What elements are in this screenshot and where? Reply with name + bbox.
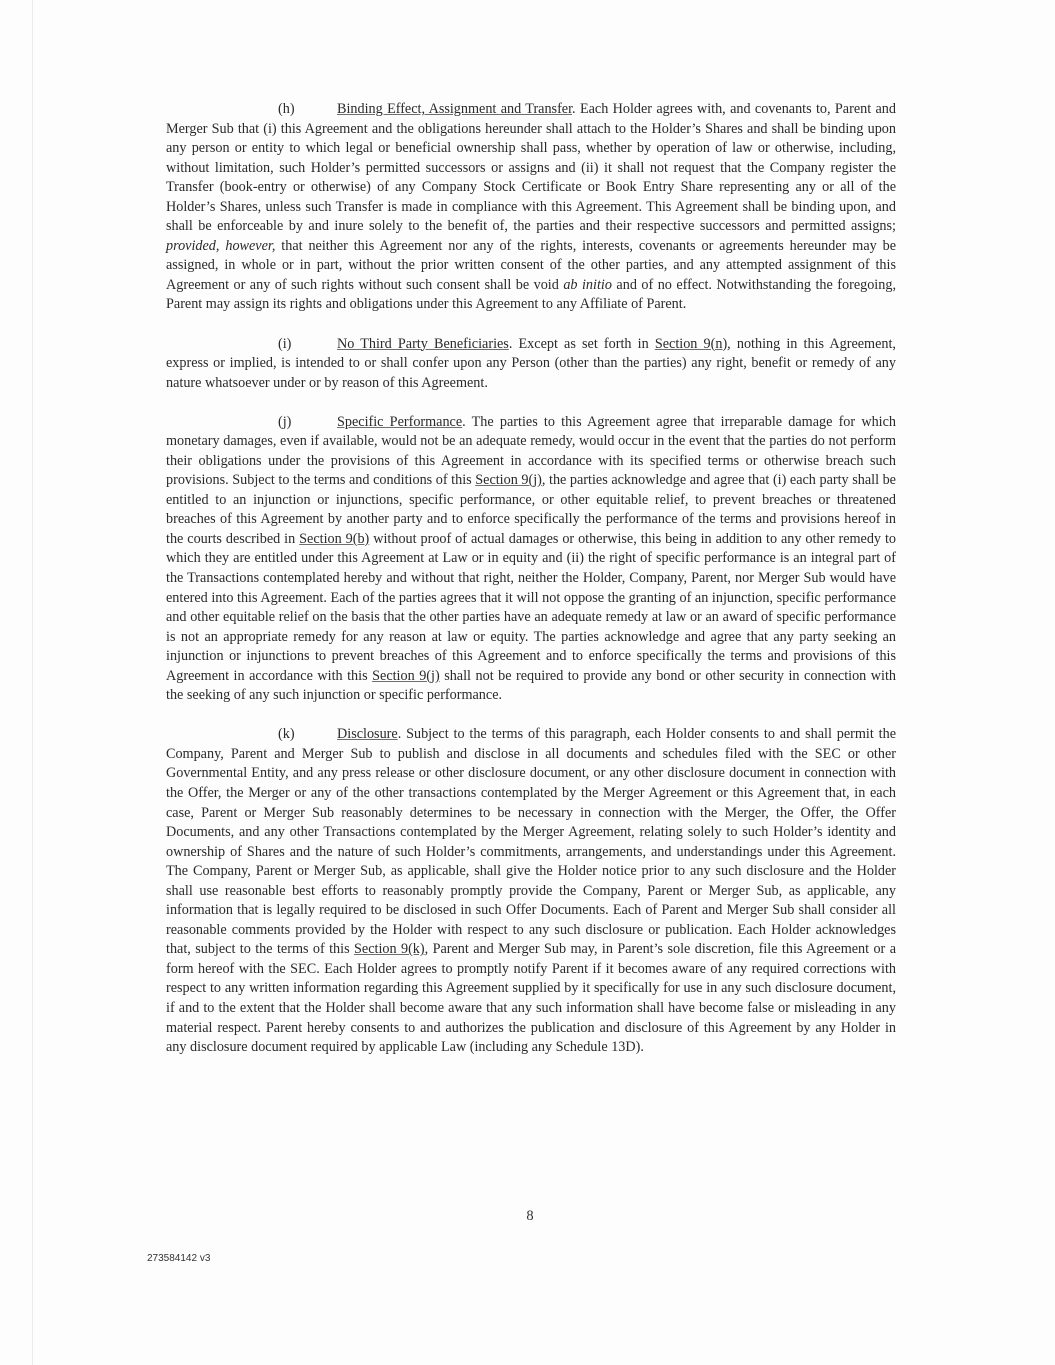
section-k-heading: Disclosure: [337, 726, 398, 743]
scan-edge-line: [32, 0, 33, 1365]
section-i-heading: No Third Party Beneficiaries: [337, 335, 509, 352]
section-k-text-2: , Parent and Merger Sub may, in Parent’s sole discretion, file this Agreement or a form hereof with the SEC. Each Holder agrees to promptly notify Parent if it becomes aware of any required corrections with respect to any written information regarding this Agreement supplied by it specifically for use in any such disclosure document, if and to the extent that the Holder shall become aware that any such information shall have become false or misleading in any material respect. Parent hereby consents to and authorizes the publication and disclosure of this Agreement by any Holder in any disclosure document required by applicable Law (including any Schedule 13D).: [166, 941, 896, 1056]
section-j-text-4: shall not be required to provide any bond or other security in connection with the seeking of any such injunction or specific performance.: [166, 667, 897, 704]
section-h-text-2: that neither this Agreement nor any of the rights, interests, covenants or agreements hereunder may be assigned, in whole or in part, without the prior written consent of the other parties, and any attempted assignment of this Agreement or any of such rights without such consent shall be void: [166, 237, 896, 293]
section-k-number: (k): [278, 726, 295, 743]
section-j-paragraph: [166, 413, 896, 706]
document-body: [166, 100, 896, 1058]
section-h-italic-ab-initio: ab initio: [563, 276, 612, 293]
section-k-text-1: . Subject to the terms of this paragraph, each Holder consents to and shall permit the Company, Parent and Merger Sub to publish and disclose in all documents and schedules filed with the SEC or other Governmental Entity, and any press release or other disclosure document, or any other disclosure document in connection with the Offer, the Merger or any of the other transactions contemplated by the Merger Agreement or this Agreement that, in each case, Parent or Merger Sub reasonably determines to be necessary in connection with the Merger, the Offer, the Offer Documents, and any other Transactions contemplated by the Merger Agreement, relating solely to such Holder’s identity and ownership of Shares and the nature of such Holder’s commitments, arrangements, and understandings under this Agreement. The Company, Parent or Merger Sub, as applicable, shall give the Holder notice prior to any such disclosure and the Holder shall use reasonable best efforts to reasonably promptly provide the Company, Parent or Merger Sub, as applicable, any information that is legally required to be disclosed in such Offer Documents. Each of Parent and Merger Sub shall consider all reasonable comments provided by the Holder with respect to any such disclosure or publication. Each Holder acknowledges that, subject to the terms of this: [166, 726, 896, 958]
section-i-text-1: . Except as set forth in: [508, 335, 655, 352]
section-k-paragraph: [166, 725, 896, 1057]
section-j-text-2: , the parties acknowledge and agree that (i) each party shall be entitled to an injunction or injunctions, specific performance, or other equitable relief, to prevent breaches or threatened breaches of this Agreement by another party and to enforce specifically the performance of the terms and provisions hereof in the courts described in: [166, 472, 896, 547]
section-j-cross-reference-2: Section 9(b): [299, 530, 370, 547]
section-i-text-2: , nothing in this Agreement, express or implied, is intended to or shall confer upon any Person (other than the parties) any right, benefit or remedy of any nature whatsoever under or by reason of this Agreement.: [166, 335, 896, 391]
section-k-cross-reference: Section 9(k): [354, 941, 425, 958]
page-number: 8: [526, 1208, 534, 1224]
section-j-cross-reference-1: Section 9(j): [475, 472, 542, 489]
document-id-footer: 273584142 v3: [147, 1253, 211, 1264]
section-h-number: (h): [278, 101, 295, 117]
section-j-text-3: without proof of actual damages or otherwise, this being in addition to any other remedy to which they are entitled under this Agreement at Law or in equity and (ii) the right of specific performance is an integral part of the Transactions contemplated hereby and without that right, neither the Holder, Company, Parent, nor Merger Sub would have entered into this Agreement. Each of the parties agrees that it will not oppose the granting of an injunction, specific performance and other equitable relief on the basis that the other parties have an adequate remedy at law or an award of specific performance is not an appropriate remedy for any reason at law or equity. The parties acknowledge and agree that any party seeking an injunction or injunctions to prevent breaches of this Agreement and to enforce specifically the terms and provisions of this Agreement in accordance with this: [166, 530, 896, 684]
section-h-paragraph: [166, 100, 896, 315]
section-h-text-3: and of no effect. Notwithstanding the foregoing, Parent may assign its rights and obligations under this Agreement to any Affiliate of Parent.: [166, 276, 896, 313]
section-h-heading: Binding Effect, Assignment and Transfer: [337, 101, 573, 117]
section-i-cross-reference: Section 9(n): [654, 335, 728, 352]
section-h-text-1: . Each Holder agrees with, and covenants to, Parent and Merger Sub that (i) this Agreement and the obligations hereunder shall attach to the Holder’s Shares and shall be binding upon any person or entity to which legal or beneficial ownership shall pass, whether by operation of law or otherwise, including, without limitation, such Holder’s permitted successors or assigns and (ii) it shall not request that the Company register the Transfer (book-entry or otherwise) of any Company Stock Certificate or Book Entry Share representing any or all of the Holder’s Shares, unless such Transfer is made in compliance with this Agreement. This Agreement shall be binding upon, and shall be enforceable by and inure solely to the benefit of, the parties and their respective successors and permitted assigns;: [166, 101, 896, 235]
section-j-number: (j): [278, 413, 292, 430]
section-i-paragraph: [166, 335, 896, 394]
section-j-text-1: . The parties to this Agreement agree that irreparable damage for which monetary damages, even if available, would not be an adequate remedy, would occur in the event that the parties do not perform their obligations under the provisions of this Agreement in accordance with its specified terms or otherwise breach such provisions. Subject to the terms and conditions of this: [166, 413, 896, 489]
section-j-heading: Specific Performance: [337, 413, 463, 430]
section-h-italic-proviso: provided, however,: [166, 237, 276, 254]
section-j-cross-reference-3: Section 9(j): [372, 667, 440, 684]
section-i-number: (i): [278, 335, 292, 352]
